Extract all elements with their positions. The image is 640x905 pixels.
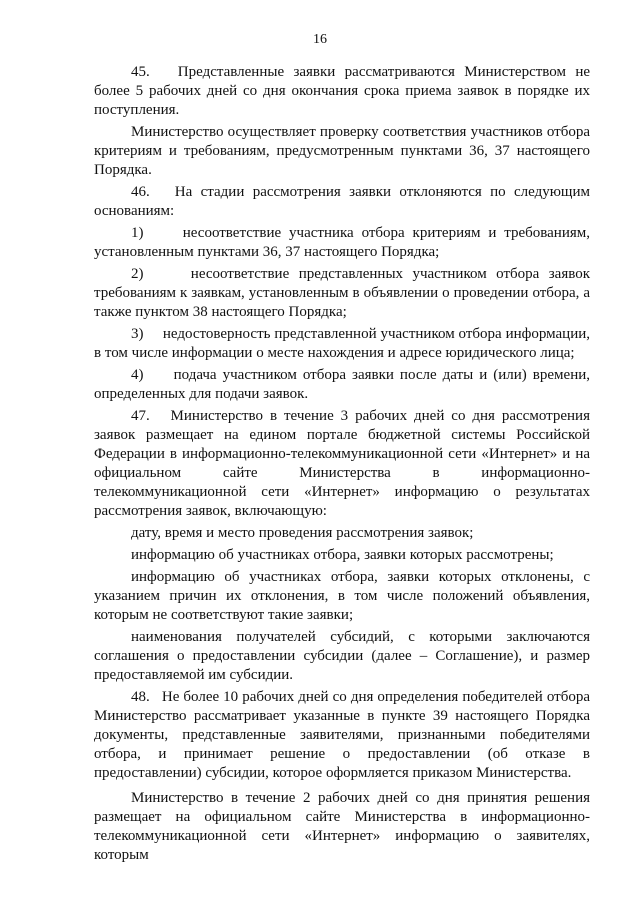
list-item-46-3: 3) недостоверность представленной участником отбора информации, в том числе информации о месте нахождения и адресе юридического лица; (94, 326, 590, 361)
paragraph-47-item-rejected: информацию об участниках отбора, заявки которых отклонены, с указанием причин их отклонения, в том числе положений объявления, которым не соответствуют такие заявки; (94, 569, 590, 623)
paragraph-45-check: Министерство осуществляет проверку соответствия участников отбора критериям и требованиям, предусмотренным пунктами 36, 37 настоящего Порядка. (94, 124, 590, 178)
paragraph-47-item-date: дату, время и место проведения рассмотрения заявок; (131, 525, 474, 541)
page-number: 16 (313, 32, 327, 47)
list-item-46-1: 1) несоответствие участника отбора критериям и требованиям, установленным пунктами 36, 37 настоящего Порядка; (94, 225, 590, 260)
paragraph-46: 46. На стадии рассмотрения заявки отклоняются по следующим основаниям: (94, 184, 590, 219)
paragraph-48: 48. Не более 10 рабочих дней со дня определения победителей отбора Министерство рассматривает указанные в пункте 39 настоящего Порядка документы, представленные заявителями, признанными победителями отбора, и принимает решение о предоставлении (об отказе в предоставлении) субсидии, которое оформляется приказом Министерства. (94, 689, 590, 781)
paragraph-48-publication: Министерство в течение 2 рабочих дней со дня принятия решения размещает на официальном сайте Министерства в информационно-телекоммуникационной сети «Интернет» информацию о заявителях, которым (94, 790, 590, 863)
list-item-46-4: 4) подача участником отбора заявки после даты и (или) времени, определенных для подачи заявок. (94, 367, 590, 402)
document-body (94, 63, 590, 868)
list-item-46-2: 2) несоответствие представленных участником отбора заявок требованиям к заявкам, установленным в объявлении о проведении отбора, а также пунктом 38 настоящего Порядка; (94, 266, 590, 320)
paragraph-45: 45. Представленные заявки рассматриваются Министерством не более 5 рабочих дней со дня окончания срока приема заявок в порядке их поступления. (94, 64, 590, 118)
paragraph-47-item-recipients: наименования получателей субсидий, с которыми заключаются соглашения о предоставлении субсидии (далее – Соглашение), и размер предоставляемой им субсидии. (94, 629, 590, 683)
paragraph-47: 47. Министерство в течение 3 рабочих дней со дня рассмотрения заявок размещает на едином портале бюджетной системы Российской Федерации в информационно-телекоммуникационной сети «Интернет» и на официальном сайте Министерства в информационно-телекоммуникационной сети «Интернет» информацию о результатах рассмотрения заявок, включающую: (94, 408, 590, 519)
paragraph-47-item-considered: информацию об участниках отбора, заявки которых рассмотрены; (131, 547, 554, 563)
